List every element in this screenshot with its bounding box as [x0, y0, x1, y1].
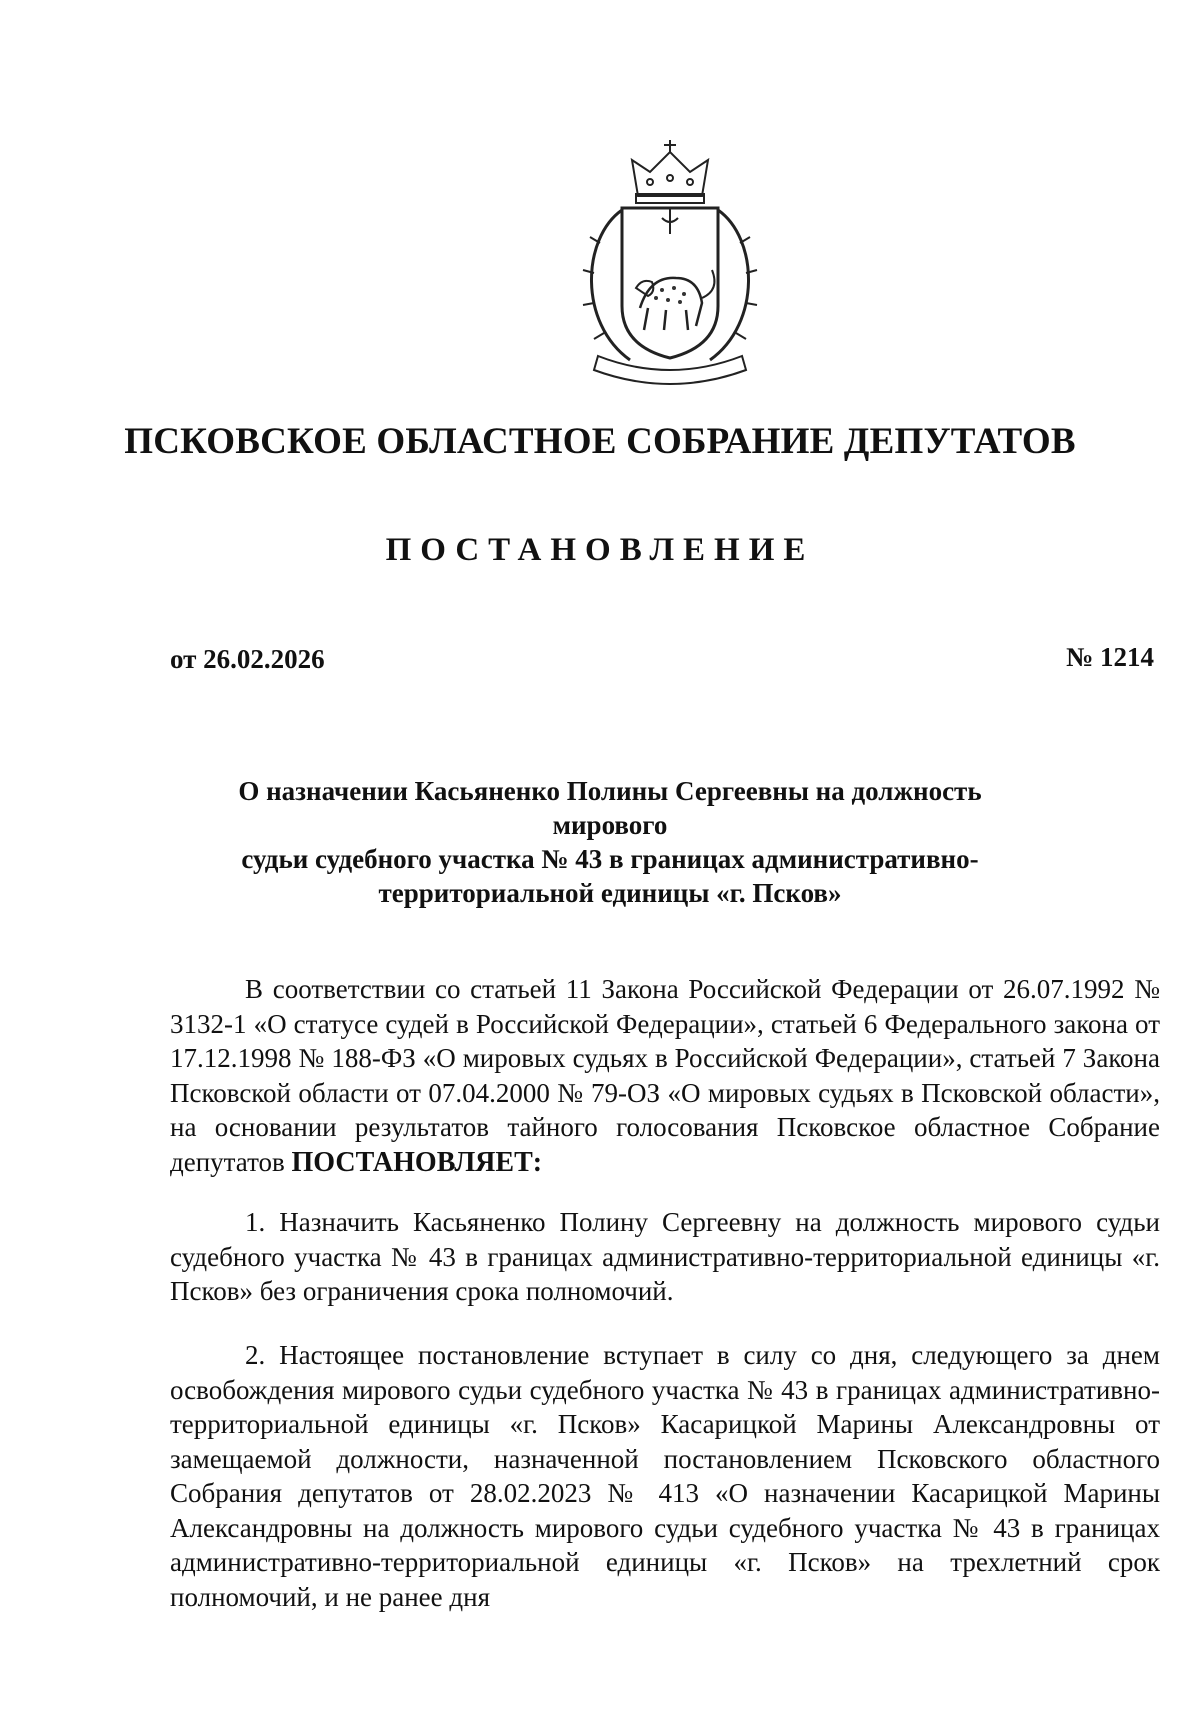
subject-line: О назначении Касьяненко Полины Сергеевны на должность мирового: [238, 776, 982, 840]
subject-line: судьи судебного участка № 43 в границах административно-: [241, 844, 979, 874]
document-number: № 1214: [1066, 642, 1154, 672]
resolves-keyword: ПОСТАНОВЛЯЕТ:: [291, 1146, 543, 1178]
preamble-text: В соответствии со статьей 11 Закона Российской Федерации от 26.07.1992 № 3132-1 «О статусе судей в Российской Федерации», статьей 6 Федерального закона от 17.12.1998 № 188-ФЗ «О мировых судьях в Российской Федерации», статьей 7 Закона Псковской области от 07.04.2000 № 79-ОЗ «О мировых судьях в Псковской области», на основании результатов тайного голосования Псковское областное Собрание депутатов: [170, 974, 1160, 1177]
document-subject: [180, 774, 1040, 910]
subject-line: территориальной единицы «г. Псков»: [378, 878, 842, 908]
item-text: 2. Настоящее постановление вступает в силу со дня, следующего за днем освобождения мирового судьи судебного участка № 43 в границах административно-территориальной единицы «г. Псков» Касарицкой Марины Александровны от замещаемой должности, назначенной постановлением Псковского областного Собрания депутатов от 28.02.2023 № 413 «О назначении Касарицкой Марины Александровны на должность мирового судьи судебного участка № 43 в границах административно-территориальной единицы «г. Псков» на трехлетний срок полномочий, и не ранее дня: [170, 1340, 1160, 1612]
coat-of-arms-emblem: [570, 138, 770, 390]
document-date: от 26.02.2026: [170, 644, 325, 674]
item-paragraph-1: [170, 1205, 1160, 1309]
organization-title: ПСКОВСКОЕ ОБЛАСТНОЕ СОБРАНИЕ ДЕПУТАТОВ: [124, 421, 1076, 462]
item-text: 1. Назначить Касьяненко Полину Сергеевну на должность мирового судьи судебного участка № 43 в границах административно-территориальной единицы «г. Псков» без ограничения срока полномочий.: [170, 1207, 1160, 1306]
item-paragraph-2: [170, 1338, 1160, 1614]
preamble-paragraph: [170, 972, 1160, 1180]
document-type-heading: ПОСТАНОВЛЕНИЕ: [385, 532, 815, 568]
